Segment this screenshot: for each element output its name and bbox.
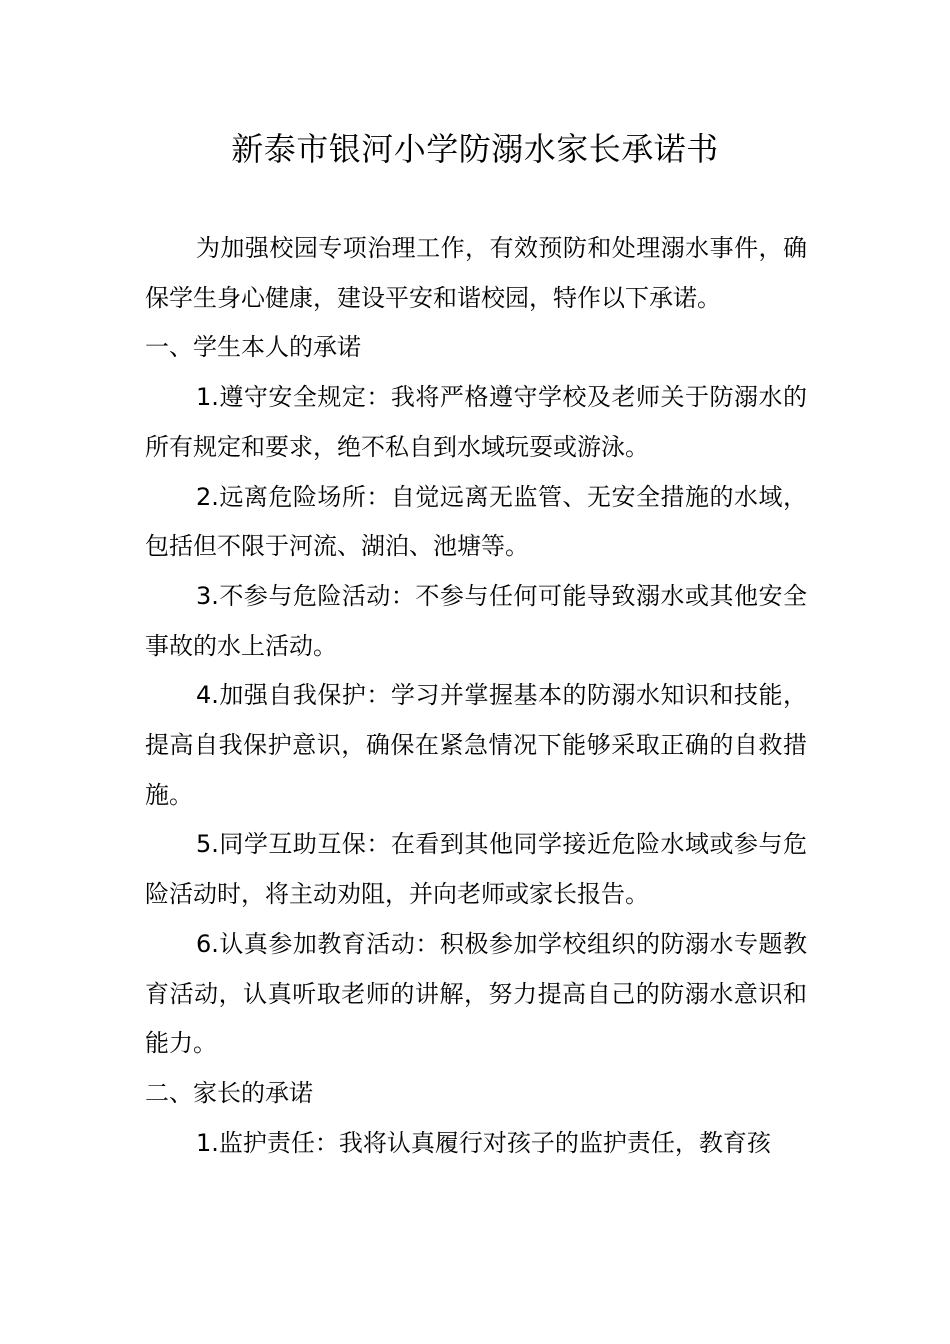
section-heading-student: 一、学生本人的承诺 <box>145 333 361 362</box>
student-commitment-item: 3.不参与危险活动：不参与任何可能导致溺水或其他安全事故的水上活动。 <box>145 581 807 660</box>
intro-paragraph: 为加强校园专项治理工作，有效预防和处理溺水事件，确保学生身心健康，建设平安和谐校园，特作以下承诺。 <box>145 234 807 312</box>
parent-commitment-item: 1.监护责任：我将认真履行对孩子的监护责任，教育孩 <box>196 1128 771 1157</box>
student-commitment-item: 1.遵守安全规定：我将严格遵守学校及老师关于防溺水的所有规定和要求，绝不私自到水域玩耍或游泳。 <box>145 383 807 461</box>
student-commitment-item: 2.远离危险场所：自觉远离无监管、无安全措施的水域，包括但不限于河流、湖泊、池塘等。 <box>145 482 807 561</box>
document-title: 新泰市银河小学防溺水家长承诺书 <box>231 130 719 168</box>
student-commitment-item: 5.同学互助互保：在看到其他同学接近危险水域或参与危险活动时，将主动劝阻，并向老师或家长报告。 <box>145 830 807 909</box>
section-heading-parent: 二、家长的承诺 <box>145 1078 313 1107</box>
document-body <box>145 224 807 1168</box>
student-commitment-item: 6.认真参加教育活动：积极参加学校组织的防溺水专题教育活动，认真听取老师的讲解，努力提高自己的防溺水意识和能力。 <box>145 929 807 1058</box>
student-commitment-item: 4.加强自我保护：学习并掌握基本的防溺水知识和技能，提高自我保护意识，确保在紧急情况下能够采取正确的自救措施。 <box>145 681 807 809</box>
